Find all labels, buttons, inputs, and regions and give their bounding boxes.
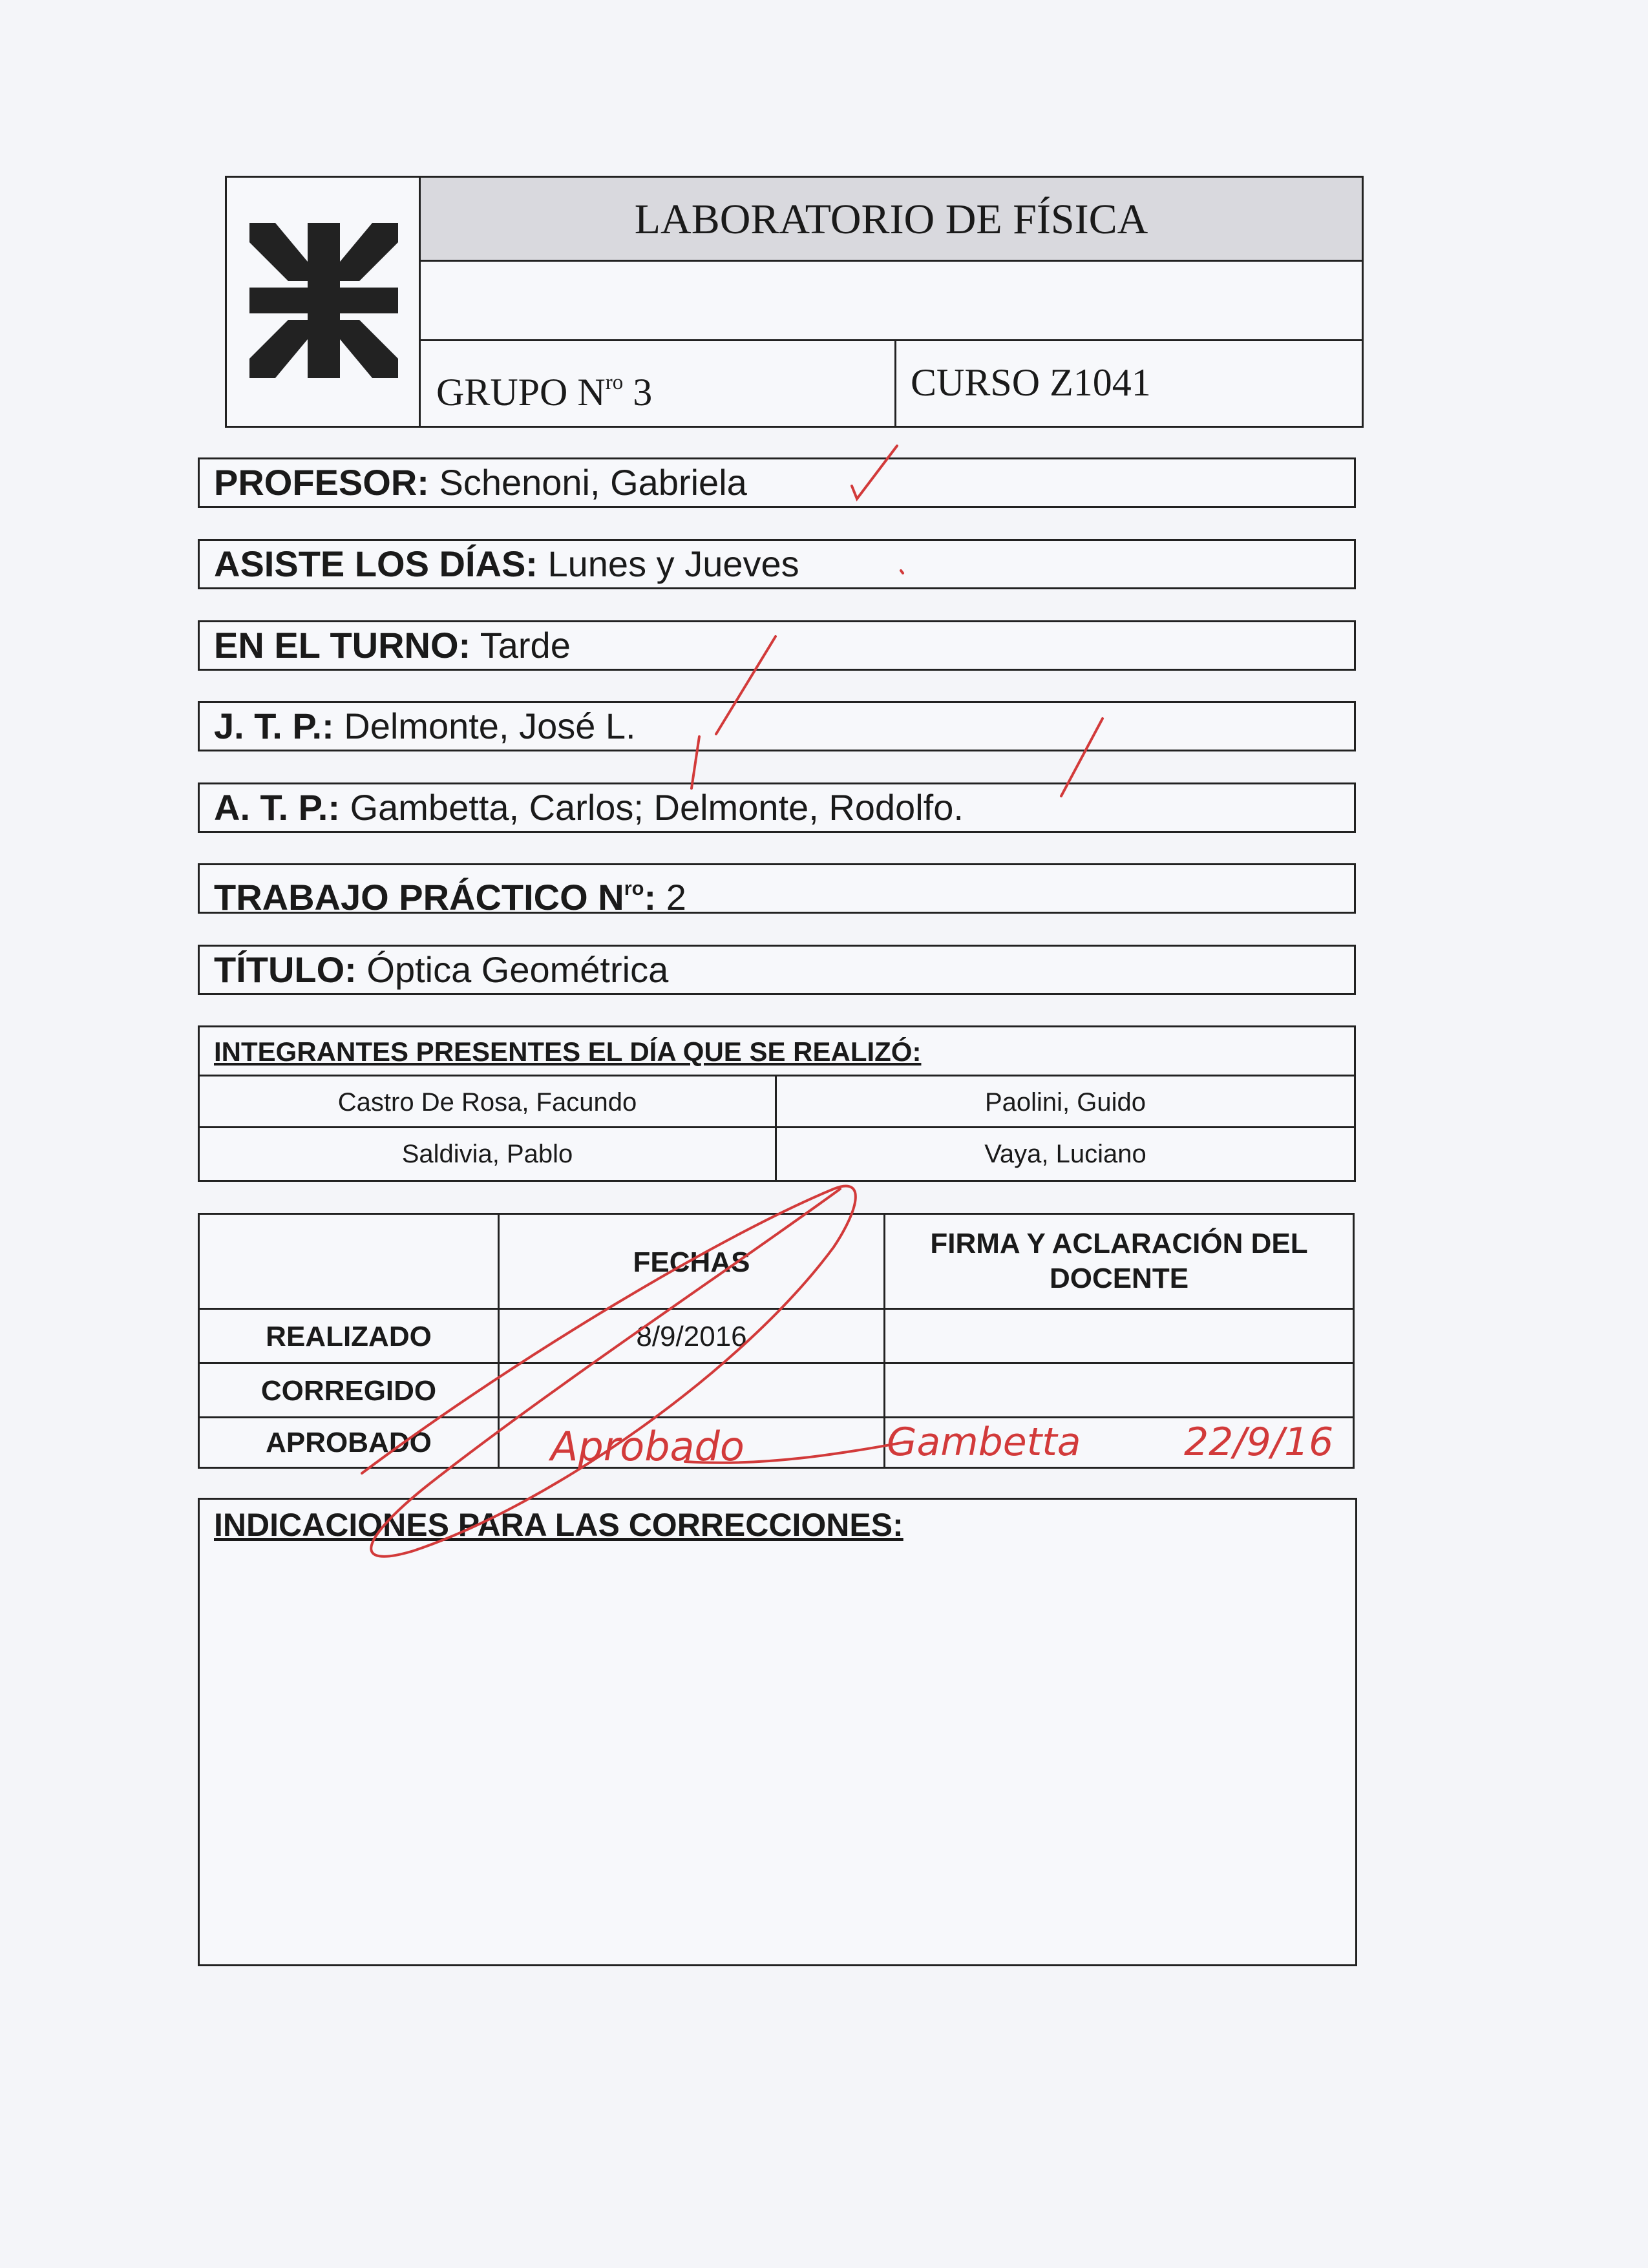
integrante-cell: Castro De Rosa, Facundo (200, 1076, 777, 1128)
integrante-cell: Paolini, Guido (777, 1076, 1354, 1128)
titulo-label: TÍTULO: (214, 949, 357, 990)
firma-header (885, 1215, 1353, 1310)
realizado-fecha: 8/9/2016 (500, 1310, 885, 1364)
fechas-header: FECHAS (500, 1215, 885, 1310)
firma-header-line2: DOCENTE (1049, 1263, 1189, 1294)
aprobado-firma (885, 1418, 1353, 1467)
trabajo-row (198, 863, 1356, 918)
jtp-row (198, 701, 1356, 751)
realizado-label: REALIZADO (200, 1310, 500, 1364)
titulo-value: Óptica Geométrica (356, 949, 669, 990)
aprobado-label: APROBADO (200, 1418, 500, 1467)
handwritten-firma-name: Gambetta (887, 1420, 1081, 1465)
corregido-fecha (500, 1364, 885, 1418)
turno-row (198, 620, 1356, 671)
dias-value: Lunes y Jueves (537, 543, 799, 584)
curso-field: CURSO Z1041 (896, 339, 1362, 426)
profesor-value: Schenoni, Gabriela (428, 462, 747, 503)
indicaciones-heading: INDICACIONES PARA LAS CORRECCIONES: (214, 1507, 903, 1543)
fechas-table (198, 1213, 1355, 1469)
handwritten-aprobado: Aprobado (551, 1423, 745, 1470)
page-title: LABORATORIO DE FÍSICA (421, 178, 1362, 262)
atp-label: A. T. P.: (214, 787, 341, 828)
firma-header-line1: FIRMA Y ACLARACIÓN DEL (930, 1228, 1308, 1259)
realizado-firma (885, 1310, 1353, 1364)
trabajo-label-text: TRABAJO PRÁCTICO N (214, 877, 624, 918)
utn-logo-icon (249, 223, 398, 378)
header-block (225, 176, 1364, 428)
corregido-firma (885, 1364, 1353, 1418)
jtp-label: J. T. P.: (214, 706, 334, 746)
profesor-label: PROFESOR: (214, 462, 429, 503)
turno-value: Tarde (470, 625, 571, 666)
profesor-row (198, 457, 1356, 508)
turno-label: EN EL TURNO: (214, 625, 471, 666)
titulo-row (198, 945, 1356, 995)
grupo-sup: ro (605, 371, 624, 394)
corregido-label: CORREGIDO (200, 1364, 500, 1418)
atp-row (198, 782, 1356, 833)
grupo-label: GRUPO N (436, 370, 606, 414)
header-gap (421, 262, 1362, 339)
integrantes-table (198, 1025, 1356, 1182)
trabajo-label (214, 877, 656, 918)
dias-row (198, 539, 1356, 589)
atp-value: Gambetta, Carlos; Delmonte, Rodolfo. (340, 787, 964, 828)
integrantes-heading: INTEGRANTES PRESENTES EL DÍA QUE SE REALIZÓ: (200, 1027, 1354, 1076)
grupo-field (421, 339, 896, 426)
integrante-cell: Vaya, Luciano (984, 1140, 1146, 1168)
dias-label: ASISTE LOS DÍAS: (214, 543, 538, 584)
trabajo-value: 2 (656, 877, 686, 918)
integrante-cell: Saldivia, Pablo (200, 1128, 777, 1180)
grupo-value: 3 (623, 370, 653, 414)
handwritten-firma-date: 22/9/16 (1184, 1420, 1334, 1465)
jtp-value: Delmonte, José L. (333, 706, 636, 746)
trabajo-colon: : (644, 877, 657, 918)
aprobado-fecha (500, 1418, 885, 1467)
trabajo-sup: ro (624, 877, 644, 899)
utn-logo (227, 178, 421, 426)
empty-corner-cell (200, 1215, 500, 1310)
indicaciones-box (198, 1498, 1357, 1966)
